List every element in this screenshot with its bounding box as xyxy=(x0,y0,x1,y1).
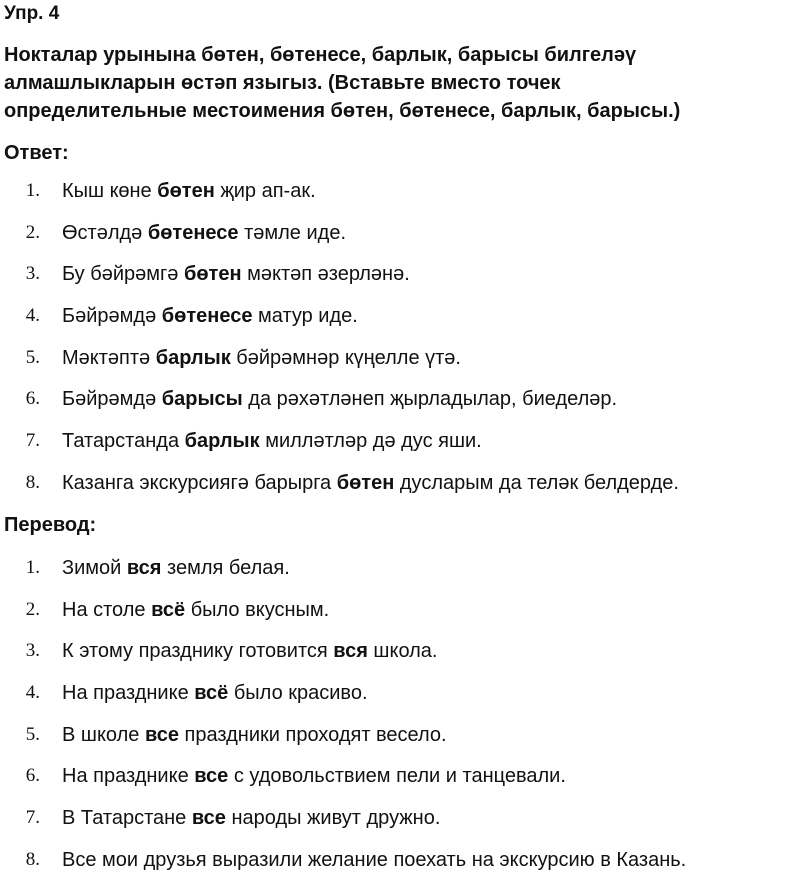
keyword: бөтен xyxy=(336,471,395,494)
translation-heading: Перевод: xyxy=(4,514,97,536)
keyword: все xyxy=(194,765,229,788)
item-text xyxy=(62,177,798,205)
text-after: было вкусным. xyxy=(185,598,330,621)
item-text xyxy=(62,260,798,288)
item-text xyxy=(62,219,798,247)
item-number: 8. xyxy=(25,471,40,493)
keyword: бөтен xyxy=(183,263,242,286)
text-before: В Татарстане xyxy=(62,807,192,830)
text-before: Казанга экскурсиягә барырга xyxy=(62,471,337,494)
text-after: с удовольствием пели и танцевали. xyxy=(228,765,566,788)
text-after: земля белая. xyxy=(161,557,290,579)
text-before: Өстәлдә xyxy=(62,221,148,244)
translation-item xyxy=(0,637,800,679)
translation-item xyxy=(0,721,800,763)
translation-item xyxy=(0,846,800,888)
keyword: все xyxy=(191,807,226,830)
text-after: матур иде. xyxy=(252,305,358,328)
answer-list xyxy=(0,177,800,511)
item-number: 2. xyxy=(25,598,40,620)
text-before: Бәйрәмдә xyxy=(62,388,162,411)
translation-item xyxy=(0,596,800,638)
translation-list xyxy=(0,554,800,888)
text-before: Бәйрәмдә xyxy=(62,305,162,328)
item-number: 4. xyxy=(25,682,40,704)
task-instructions xyxy=(4,41,796,125)
translation-item xyxy=(0,554,800,596)
keyword: все xyxy=(144,723,179,746)
item-text xyxy=(62,385,798,413)
text-after: народы живут дружно. xyxy=(225,807,441,830)
keyword: бөтенесе xyxy=(147,221,239,244)
text-after: дусларым да теләк белдерде. xyxy=(394,471,679,494)
item-text xyxy=(62,554,798,582)
answer-item xyxy=(0,302,800,344)
keyword: всё xyxy=(151,598,186,621)
text-before: Зимой xyxy=(62,557,127,579)
keyword: бөтенесе xyxy=(161,305,253,328)
text-before: На празднике xyxy=(62,682,195,705)
translation-item xyxy=(0,804,800,846)
item-text xyxy=(62,762,798,790)
text-after: праздники проходят весело. xyxy=(179,723,447,746)
item-number: 7. xyxy=(25,807,40,829)
item-number: 6. xyxy=(25,388,40,410)
text-before: Кыш көне xyxy=(62,180,158,202)
text-after: Все мои друзья выразили желание поехать на экскурсию в Казань. xyxy=(62,848,687,871)
text-after: было красиво. xyxy=(228,682,368,705)
item-number: 5. xyxy=(25,723,40,745)
text-after: җир ап-ак. xyxy=(214,180,316,202)
item-text xyxy=(62,679,798,707)
item-text xyxy=(62,302,798,330)
text-after: да рәхәтләнеп җырладылар, биеделәр. xyxy=(242,388,618,411)
answer-item xyxy=(0,344,800,386)
keyword: барлык xyxy=(155,346,231,369)
item-number: 1. xyxy=(25,180,40,201)
task-line: определительные местоимения бөтен, бөтенесе, барлык, барысы.) xyxy=(4,100,681,122)
item-number: 3. xyxy=(25,640,40,662)
text-after: школа. xyxy=(367,640,438,663)
text-before: Татарстанда xyxy=(62,430,185,453)
text-after: тәмле иде. xyxy=(238,221,347,244)
answer-item xyxy=(0,427,800,469)
text-after: бәйрәмнәр күңелле үтә. xyxy=(230,346,461,369)
text-before: Бу бәйрәмгә xyxy=(62,263,184,286)
text-after: мәктәп әзерләнә. xyxy=(241,263,410,286)
task-line: алмашлыкларын өстәп языгыз. (Вставьте вместо точек xyxy=(4,72,561,94)
item-text xyxy=(62,469,798,497)
text-before: На празднике xyxy=(62,765,195,788)
answer-item xyxy=(0,219,800,261)
exercise-title: Упр. 4 xyxy=(4,3,60,24)
translation-item xyxy=(0,679,800,721)
item-text xyxy=(62,427,798,455)
item-number: 8. xyxy=(25,848,40,870)
answer-item xyxy=(0,260,800,302)
item-number: 6. xyxy=(25,765,40,787)
keyword: всё xyxy=(194,682,229,705)
item-text xyxy=(62,721,798,749)
answer-item xyxy=(0,177,800,219)
item-number: 4. xyxy=(25,305,40,327)
item-text xyxy=(62,344,798,372)
item-number: 1. xyxy=(25,557,40,578)
answer-item xyxy=(0,385,800,427)
answer-item xyxy=(0,469,800,511)
item-number: 2. xyxy=(25,221,40,243)
item-number: 7. xyxy=(25,430,40,452)
keyword: барысы xyxy=(161,388,243,411)
item-text xyxy=(62,804,798,832)
translation-item xyxy=(0,762,800,804)
item-number: 5. xyxy=(25,346,40,368)
task-line: Нокталар урынына бөтен, бөтенесе, барлык, барысы билгеләү xyxy=(4,44,637,66)
item-text xyxy=(62,846,798,874)
keyword: вся xyxy=(333,640,368,663)
text-before: В школе xyxy=(62,723,145,746)
keyword: вся xyxy=(126,557,162,579)
keyword: бөтен xyxy=(157,180,215,202)
text-before: К этому празднику готовится xyxy=(62,640,334,663)
item-text xyxy=(62,596,798,624)
answer-heading: Ответ: xyxy=(4,142,69,164)
keyword: барлык xyxy=(184,430,260,453)
text-after: милләтләр дә дус яши. xyxy=(259,430,482,453)
text-before: Мәктәптә xyxy=(62,346,156,369)
item-number: 3. xyxy=(25,263,40,285)
text-before: На столе xyxy=(62,598,152,621)
item-text xyxy=(62,637,798,665)
